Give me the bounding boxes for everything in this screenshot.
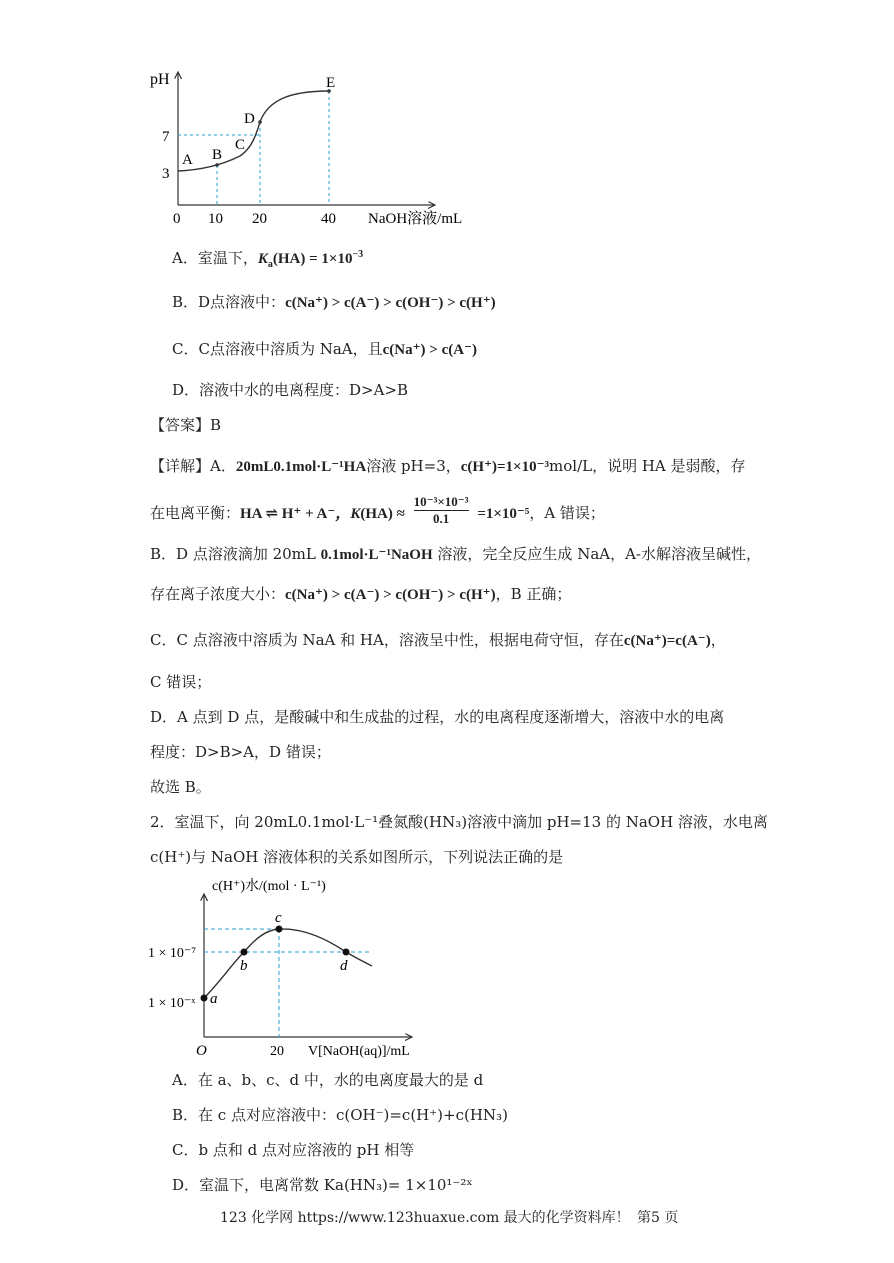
x-tick-40: 40 [321, 211, 336, 227]
origin-label: O [196, 1043, 207, 1059]
detail-line-8: 程度：D>B>A，D 错误； [150, 743, 331, 761]
q1-answer: 【答案】B [150, 416, 222, 434]
point-d-label: D [244, 111, 255, 127]
detail-line-2: 在电离平衡：HA ⇌ H⁺ + A⁻，K(HA) ≈ $\frac{\text{10⁻³×10⁻³}}{0.1}$ =1×10⁻⁵，A 错误； [150, 494, 605, 526]
detail-line-7: D．A 点到 D 点，是酸碱中和生成盐的过程，水的电离程度逐渐增大，溶液中水的电离 [150, 708, 725, 726]
detail-line-4: 存在离子浓度大小：c(Na⁺) > c(A⁻) > c(OH⁻) > c(H⁺)，B 正确； [150, 585, 572, 603]
y-tick-1e-x: 1 × 10⁻ˣ [148, 996, 196, 1011]
detail-line-3: B．D 点溶液滴加 20mL 0.1mol·L⁻¹NaOH 溶液，完全反应生成 NaA，A-水解溶液呈碱性， [150, 545, 761, 563]
y-tick-7: 7 [162, 129, 170, 145]
q2-option-b: B．在 c 点对应溶液中：c(OH⁻)=c(H⁺)+c(HN₃) [172, 1106, 508, 1124]
point-c-dot [276, 926, 283, 933]
point-e-label: E [326, 75, 336, 91]
x-axis-label: V[NaOH(aq)]/mL [308, 1044, 410, 1059]
q2-option-a: A．在 a、b、c、d 中，水的电离度最大的是 d [172, 1071, 484, 1089]
point-d-label: d [340, 958, 348, 974]
point-d-dot [258, 120, 262, 124]
q2-stem-1: 2．室温下，向 20mL0.1mol·L⁻¹叠氮酸(HN₃)溶液中滴加 pH=13 的 NaOH 溶液，水电离 [150, 813, 768, 831]
point-c-label: c [275, 910, 282, 926]
detail-line-5: C．C 点溶液中溶质为 NaA 和 HA，溶液呈中性，根据电荷守恒，存在c(Na⁺)=c(A⁻)， [150, 631, 726, 649]
q2-option-d: D．室温下，电离常数 Ka(HN₃)= 1×10¹⁻²ˣ [172, 1176, 473, 1194]
footer-page-number: 第5 页 [637, 1210, 679, 1226]
ka-fraction: $\frac{\text{10⁻³×10⁻³}}{0.1}$ [413, 494, 469, 526]
detail-line-9: 故选 B。 [150, 778, 211, 796]
point-b-dot [241, 949, 248, 956]
x-tick-10: 10 [208, 211, 223, 227]
q1-option-b: B．D点溶液中：c(Na⁺) > c(A⁻) > c(OH⁻) > c(H⁺) [172, 293, 496, 311]
q2-stem-2: c(H⁺)与 NaOH 溶液体积的关系如图所示，下列说法正确的是 [150, 848, 564, 866]
footer-site: 123 化学网 https://www.123huaxue.com 最大的化学资料库！ [220, 1210, 630, 1226]
y-axis-label: c(H⁺)水/(mol · L⁻¹) [212, 879, 326, 894]
water-ionization-chart [140, 872, 440, 1062]
q1-option-c: C．C点溶液中溶质为 NaA，且c(Na⁺) > c(A⁻) [172, 340, 477, 358]
ph-titration-chart [140, 60, 500, 240]
y-axis-label: pH [150, 71, 170, 88]
x-tick-0: 0 [173, 211, 181, 227]
detail-line-6: C 错误； [150, 673, 212, 691]
x-tick-20: 20 [252, 211, 267, 227]
x-axis-label: NaOH溶液/mL [368, 211, 463, 227]
y-tick-3: 3 [162, 166, 170, 182]
point-d-dot [343, 949, 350, 956]
point-a-dot [201, 995, 208, 1002]
point-a-label: a [210, 991, 218, 1007]
q2-option-c: C．b 点和 d 点对应溶液的 pH 相等 [172, 1141, 415, 1159]
q1-option-a: A．室温下，$K_a(HA) = 1\times 10^{-3}$ [172, 249, 364, 270]
point-a-label: A [182, 152, 193, 168]
x-tick-20: 20 [270, 1044, 284, 1059]
point-b-label: B [212, 147, 223, 163]
q1-option-d: D．溶液中水的电离程度：D>A>B [172, 381, 409, 399]
point-c-label: C [235, 137, 246, 153]
detail-line-1: 【详解】A．20mL0.1mol·L⁻¹HA溶液 pH=3，c(H⁺)=1×10⁻³mol/L，说明 HA 是弱酸，存 [150, 457, 746, 475]
point-b-label: b [240, 958, 248, 974]
titration-curve [178, 91, 329, 171]
point-b-dot [215, 163, 219, 167]
y-tick-1e-7: 1 × 10⁻⁷ [148, 946, 197, 961]
